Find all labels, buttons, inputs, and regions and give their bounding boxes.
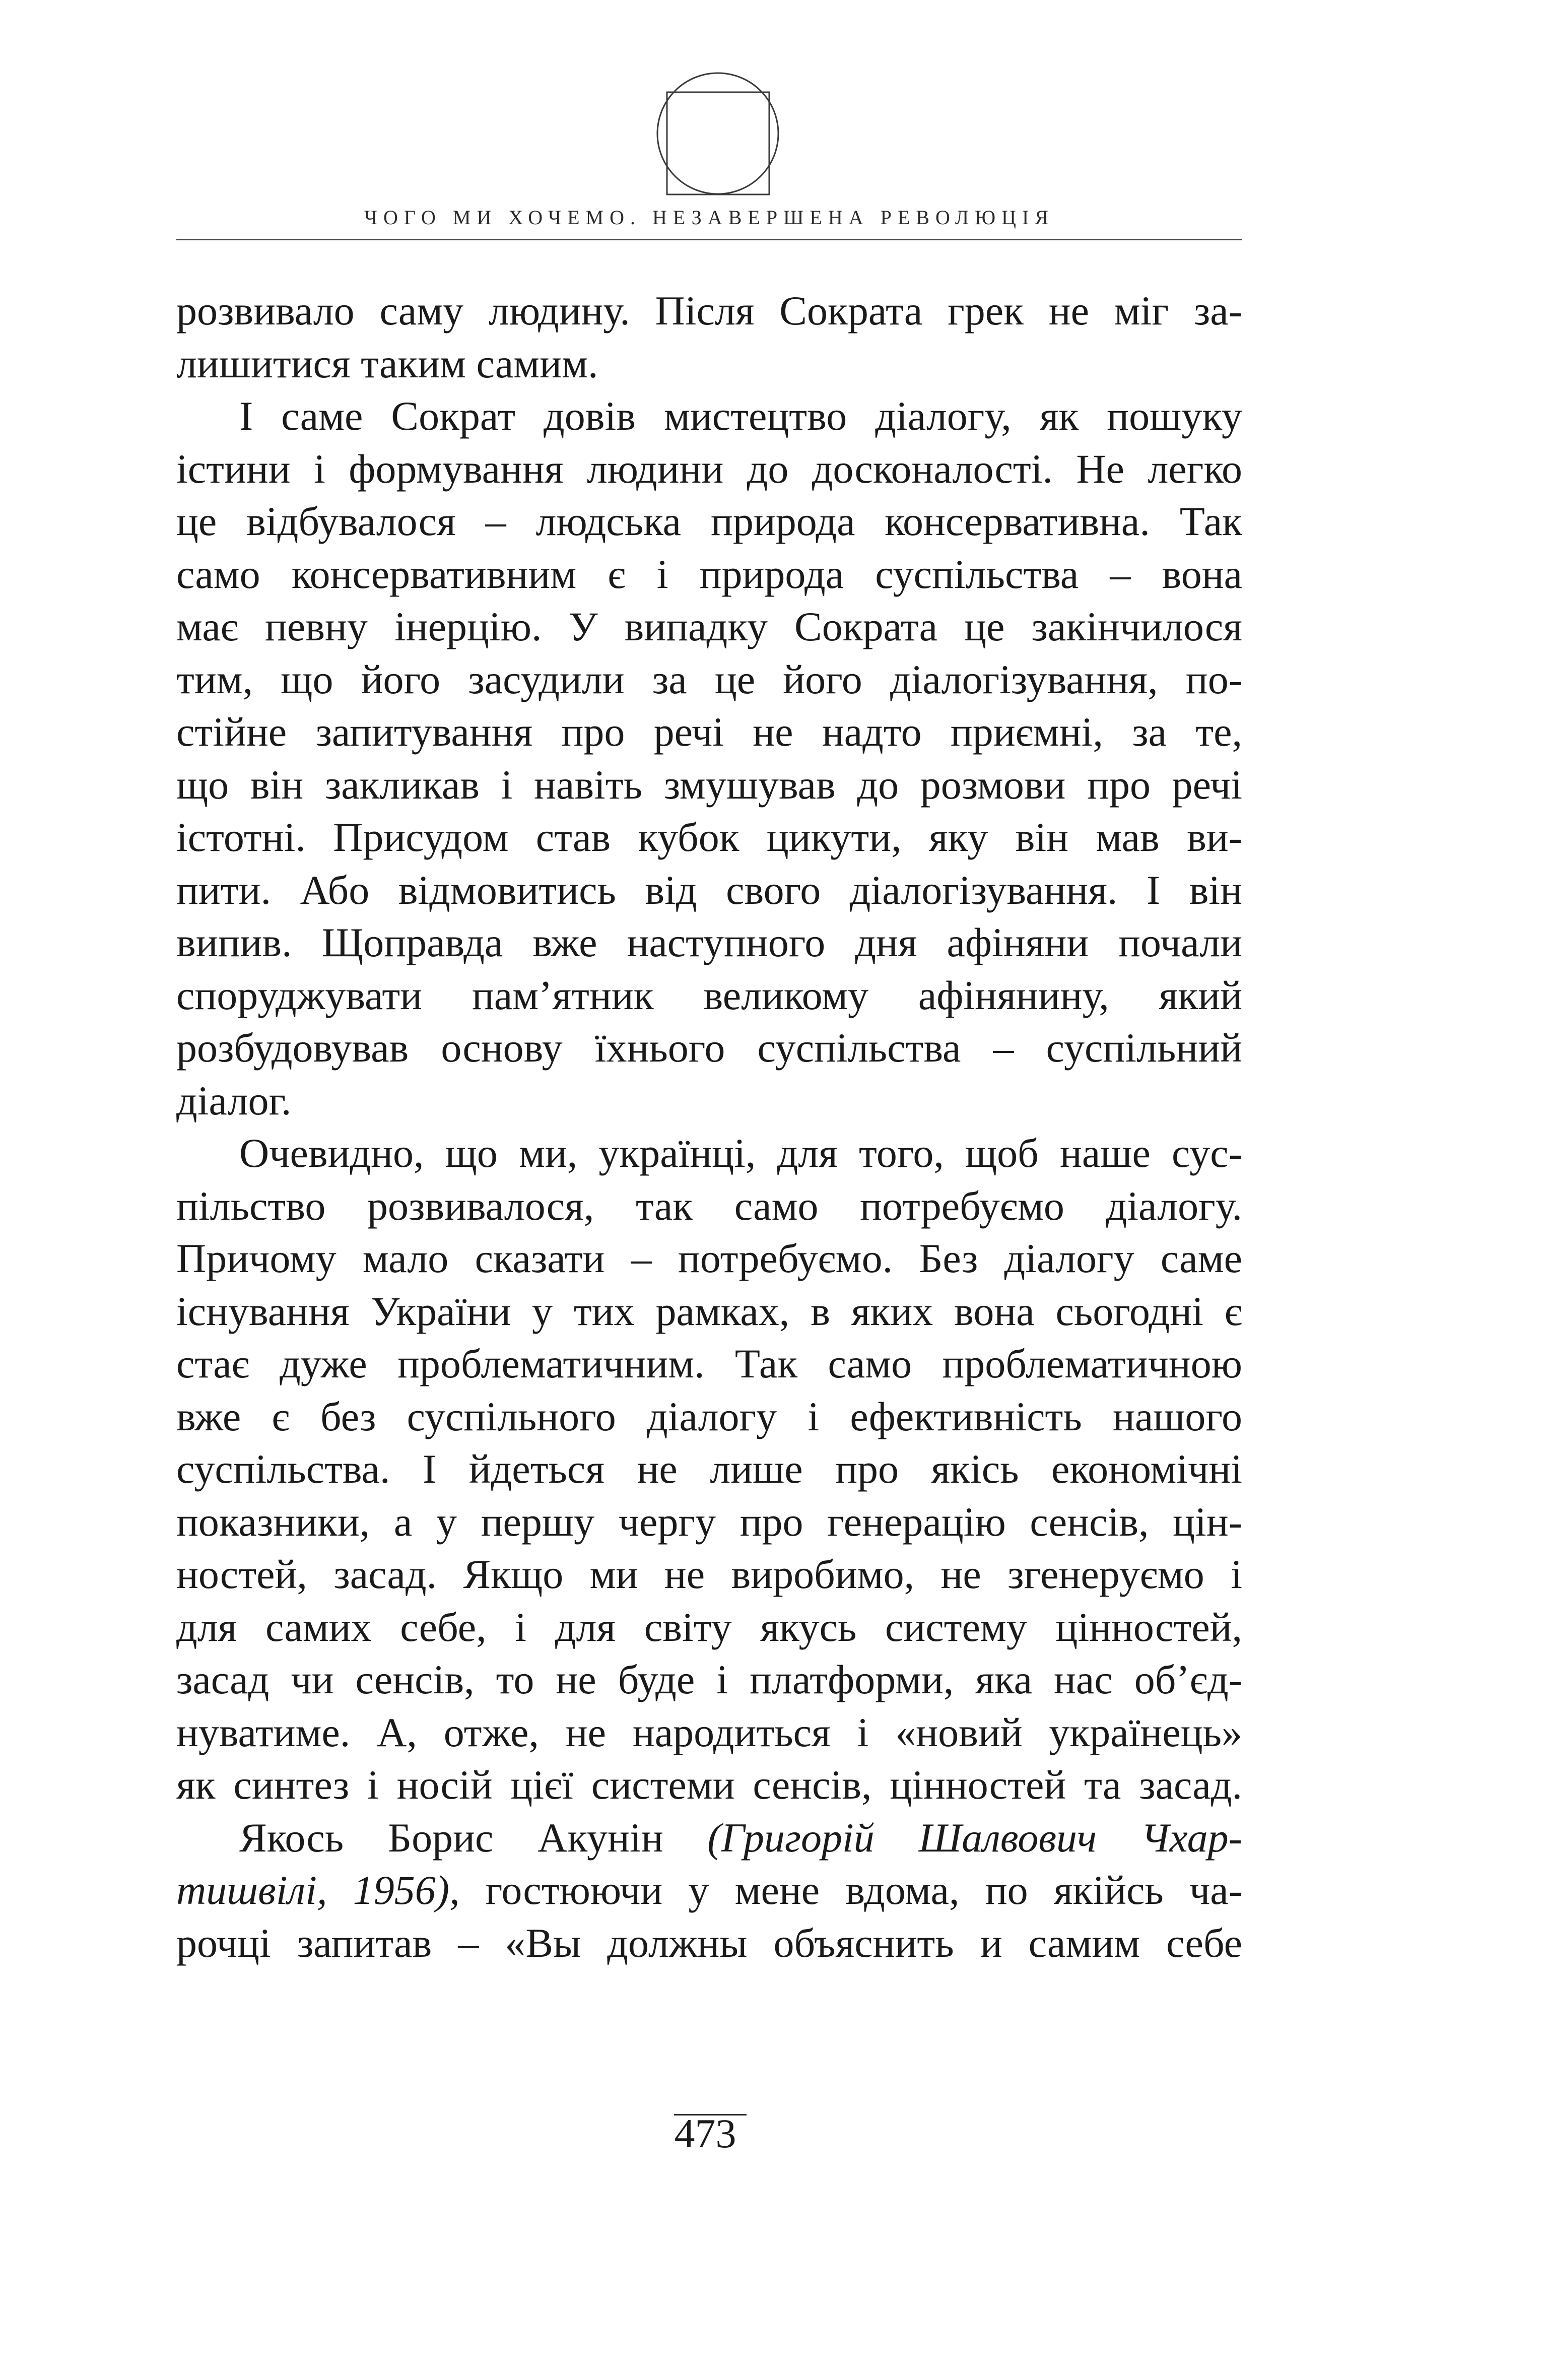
italic-reference: тишвілі, 1956),	[176, 1867, 460, 1913]
text-line: що він закликав і навіть змушував до розмови про речі	[176, 761, 1242, 808]
text-line: засад чи сенсів, то не буде і платформи, яка нас об’єд-	[176, 1657, 1242, 1702]
text-line: істотні. Присудом став кубок цикути, яку він мав ви-	[176, 814, 1242, 860]
text-line: стійне запитування про речі не надто приємні, за те,	[176, 709, 1242, 755]
text-line: розвивало саму людину. Після Сократа грек не міг за-	[176, 288, 1242, 334]
text-line: істини і формування людини до досконалості. Не легко	[176, 445, 1242, 492]
text-span: Якось Борис Акунін	[239, 1814, 708, 1861]
text-line: має певну інерцію. У випадку Сократа це закінчилося	[176, 604, 1242, 649]
text-line: вже є без суспільного діалогу і ефективність нашого	[176, 1393, 1242, 1439]
text-line: суспільства. І йдеться не лише про якісь економічні	[176, 1446, 1242, 1492]
text-line: Причому мало сказати – потребуємо. Без діалогу саме	[176, 1235, 1242, 1281]
text-line: для самих себе, і для світу якусь систему цінностей,	[176, 1604, 1242, 1650]
text-line: тим, що його засудили за це його діалогізування, по-	[176, 656, 1242, 702]
text-line: стає дуже проблематичним. Так само проблематичною	[176, 1341, 1242, 1386]
text-line: ностей, засад. Якщо ми не виробимо, не згенеруємо і	[176, 1551, 1242, 1597]
italic-reference: (Григорій Шалвович Чхар-	[707, 1814, 1242, 1861]
text-line: це відбувалося – людська природа консервативна. Так	[176, 498, 1242, 544]
text-line	[176, 1864, 1242, 1917]
text-line: І саме Сократ довів мистецтво діалогу, як пошуку	[239, 393, 1242, 439]
text-line: нуватиме. А, отже, не народиться і «новий українець»	[176, 1709, 1242, 1755]
header-divider	[176, 239, 1242, 240]
text-line: розбудовував основу їхнього суспільства – суспільний	[176, 1025, 1242, 1071]
text-line: лишитися таким самим.	[176, 340, 598, 386]
text-line	[176, 1812, 1242, 1865]
text-span: гостюючи у мене вдома, по якійсь ча-	[459, 1867, 1242, 1913]
circle-square-emblem-icon	[656, 72, 780, 195]
text-line: Очевидно, що ми, українці, для того, щоб наше сус-	[239, 1130, 1242, 1176]
text-line: випив. Щоправда вже наступного дня афіняни почали	[176, 919, 1242, 965]
text-line: як синтез і носій цієї системи сенсів, цінностей та засад.	[176, 1762, 1242, 1808]
running-head-title: ЧОГО МИ ХОЧЕМО. НЕЗАВЕРШЕНА РЕВОЛЮЦІЯ	[364, 206, 1054, 229]
page-number: 473	[674, 2110, 736, 2156]
text-line: само консервативним є і природа суспільства – вона	[176, 551, 1242, 597]
text-line: діалог.	[176, 1077, 292, 1123]
body-text	[176, 285, 1242, 1969]
text-line: споруджувати пам’ятник великому афінянину, який	[176, 972, 1242, 1018]
text-line: рочці запитав – «Вы должны объяснить и самим себе	[176, 1920, 1242, 1966]
text-line: пити. Або відмовитись від свого діалогізування. І він	[176, 867, 1242, 913]
text-line: показники, а у першу чергу про генерацію сенсів, цін-	[176, 1498, 1242, 1545]
text-line: існування України у тих рамках, в яких вона сьогодні є	[176, 1288, 1242, 1334]
text-line: пільство розвивалося, так само потребуємо діалогу.	[176, 1182, 1242, 1229]
